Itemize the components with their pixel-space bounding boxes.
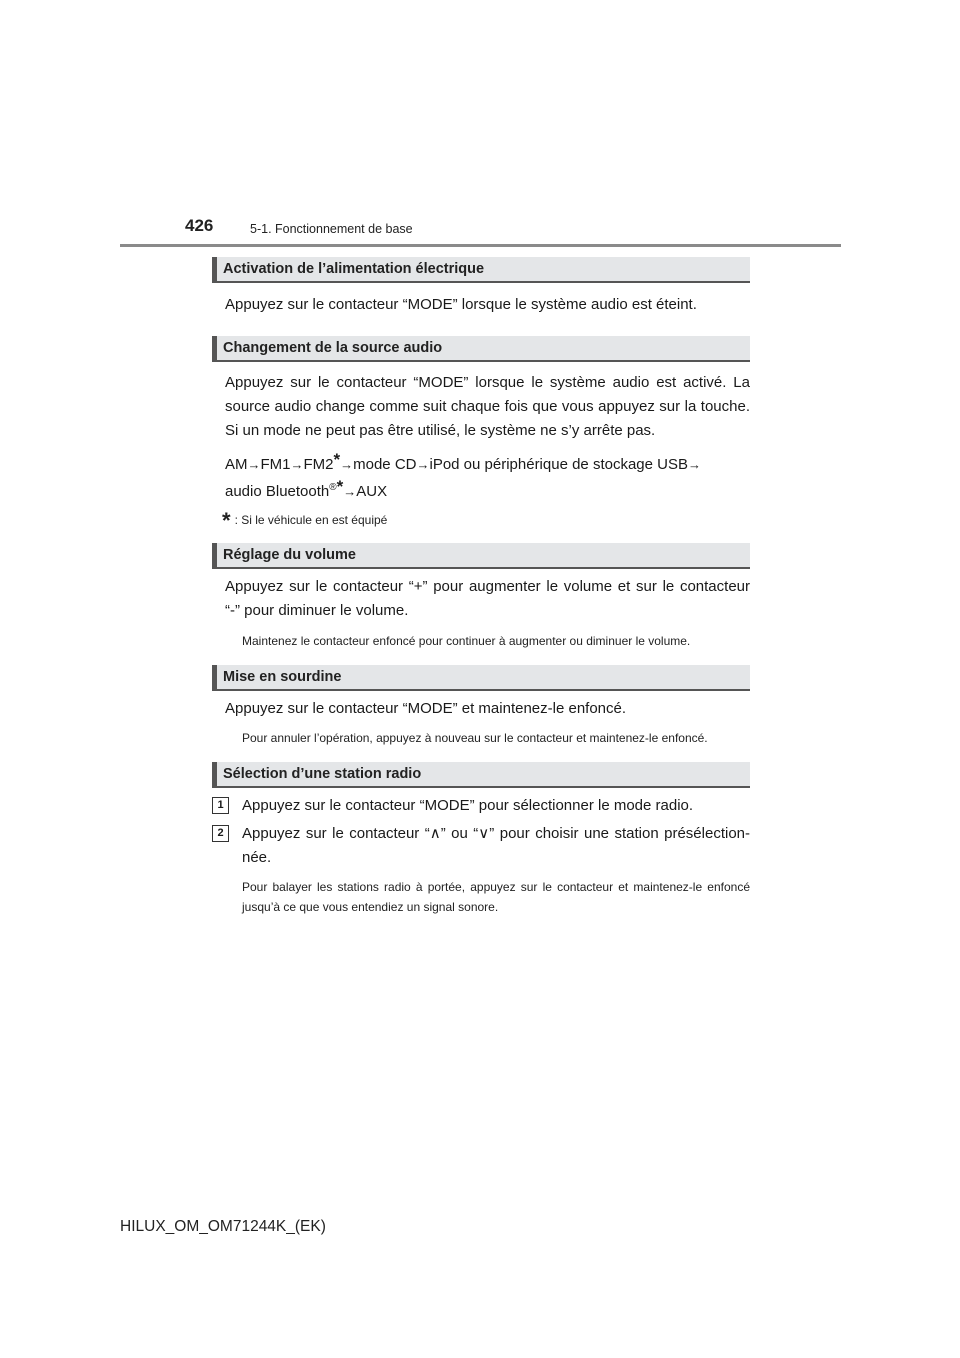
footnote-text: : Si le véhicule en est équipé — [234, 513, 388, 527]
page-number: 426 — [185, 216, 214, 235]
section-heading-radio — [212, 762, 750, 788]
power-instruction: Appuyez sur le contacteur “MODE” lorsque le système audio est éteint. — [225, 296, 697, 313]
volume-note: Maintenez le contacteur enfoncé pour continuer à augmenter ou diminuer le volume. — [242, 634, 691, 648]
section-title: Activation de l’alimentation électrique — [223, 261, 485, 277]
source-instruction: Appuyez sur le contacteur “MODE” lorsque le système audio est activé. La source audio change comme suit chaque fois que vous appuyez sur la touche. Si un mode ne peut pas être utilisé, le système ne s’y arrête pas. — [225, 374, 750, 439]
footnote — [222, 508, 750, 533]
step-number-badge: 1 — [212, 797, 229, 814]
section-title: Changement de la source audio — [223, 340, 443, 356]
mute-instruction: Appuyez sur le contacteur “MODE” et maintenez-le enfoncé. — [225, 700, 627, 717]
step-1 — [212, 794, 750, 818]
volume-instruction: Appuyez sur le contacteur “+” pour augmenter le volume et sur le contacteur “-” pour diminuer le volume. — [225, 578, 750, 619]
header-rule — [120, 244, 841, 247]
radio-note: Pour balayer les stations radio à portée, appuyez sur le contacteur et maintenez-le enfoncé jusqu’à ce que vous entendiez un signal sonore. — [242, 880, 750, 914]
step-number-badge: 2 — [212, 825, 229, 842]
section-heading-volume — [212, 543, 750, 569]
section-heading-source — [212, 336, 750, 362]
section-heading-mute — [212, 665, 750, 691]
source-sequence: AM→FM1→FM2*→mode CD→iPod ou périphérique de stockage USB→ audio Bluetooth®*→AUX — [225, 450, 701, 500]
asterisk: * — [222, 508, 231, 533]
step-text: Appuyez sur le contacteur “MODE” pour sélectionner le mode radio. — [242, 797, 694, 814]
step-text: Appuyez sur le contacteur “∧” ou “∨” pour choisir une station présélection-née. — [242, 825, 750, 866]
section-title: Réglage du volume — [223, 547, 356, 563]
section-heading-power — [212, 257, 750, 283]
breadcrumb: 5-1. Fonctionnement de base — [250, 222, 413, 236]
section-title: Sélection d’une station radio — [223, 766, 422, 782]
mute-note: Pour annuler l’opération, appuyez à nouveau sur le contacteur et maintenez-le enfoncé. — [242, 731, 708, 745]
page-content — [212, 257, 750, 917]
section-title: Mise en sourdine — [223, 669, 342, 685]
document-code: HILUX_OM_OM71244K_(EK) — [120, 1218, 326, 1235]
step-2 — [212, 822, 750, 870]
